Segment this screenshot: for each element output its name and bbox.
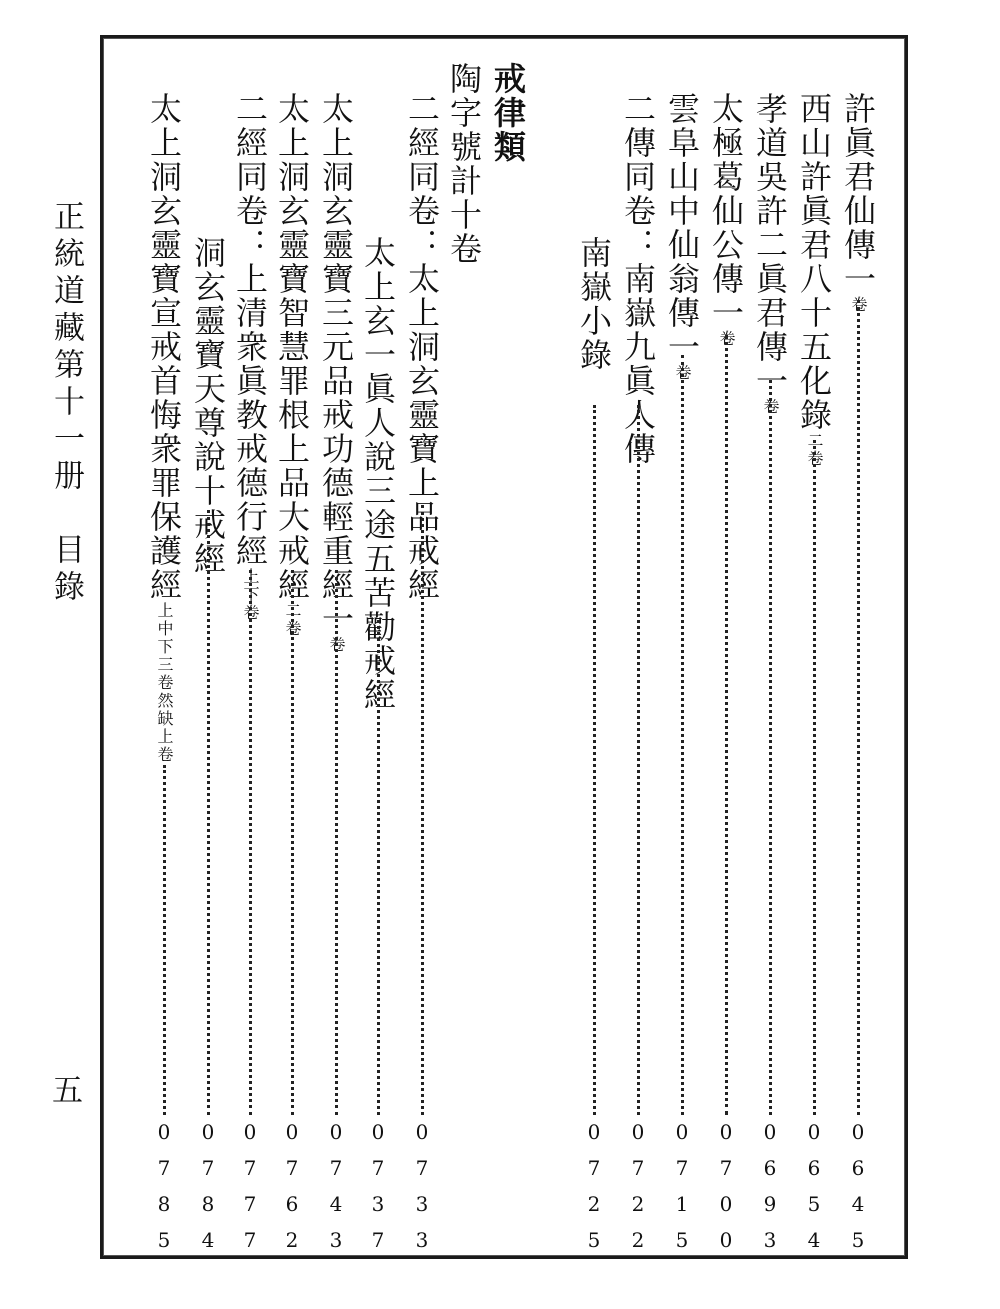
margin-header-title: 正統道藏第十一册 目錄 (48, 200, 84, 607)
entry-note: 二卷 (283, 602, 302, 638)
entry-title: 南嶽小錄 (575, 236, 613, 372)
entry-page: 0715 (670, 1120, 694, 1264)
entry-note: 上下卷 (241, 568, 260, 622)
entry-title: 孝道吳許二眞君傳一 (751, 92, 789, 398)
entry-title: 二經同卷：上清衆眞教戒德行經 (231, 92, 269, 568)
entry-page: 0700 (714, 1120, 738, 1264)
entry-title: 西山許眞君八十五化錄 (795, 92, 833, 432)
leader-dots (637, 405, 640, 1115)
leader-dots (207, 510, 210, 1115)
leader-dots (249, 570, 252, 1115)
entry-page: 0743 (324, 1120, 348, 1264)
entry-title: 太上洞玄靈寶智慧罪根上品大戒經 (273, 92, 311, 602)
entry-page: 0777 (238, 1120, 262, 1264)
entry-page: 0645 (846, 1120, 870, 1264)
entry-page: 0737 (366, 1120, 390, 1264)
leader-dots (769, 380, 772, 1115)
entry-title: 許眞君仙傳一 (839, 92, 877, 296)
entry-note: 卷 (761, 398, 780, 416)
entry-title: 太上洞玄靈寶三元品戒功德輕重經一 (317, 92, 355, 636)
entry-page: 0762 (280, 1120, 304, 1264)
entry-title: 二傳同卷：南嶽九眞人傳 (619, 92, 657, 466)
margin-page-number: 五 (52, 1073, 83, 1109)
entry-title: 太極葛仙公傳一 (707, 92, 745, 330)
entry-title: 太上玄一眞人說三途五苦勸戒經 (359, 236, 397, 712)
leader-dots (813, 440, 816, 1115)
leader-dots (377, 620, 380, 1115)
leader-dots (335, 570, 338, 1115)
entry-note: 上中下三卷然缺上卷 (155, 602, 174, 764)
entry-note: 卷 (849, 296, 868, 314)
leader-dots (681, 355, 684, 1115)
leader-dots (857, 300, 860, 1115)
entry-note: 卷 (673, 364, 692, 382)
leader-dots (593, 405, 596, 1115)
leader-dots (421, 505, 424, 1115)
entry-page: 0722 (626, 1120, 650, 1264)
leader-dots (725, 335, 728, 1115)
entry-page: 0654 (802, 1120, 826, 1264)
entry-note: 卷 (327, 636, 346, 654)
entry-page: 0693 (758, 1120, 782, 1264)
leader-dots (163, 765, 166, 1115)
entry-note: 二卷 (805, 432, 824, 468)
entry-page: 0784 (196, 1120, 220, 1264)
entry-title: 雲阜山中仙翁傳一 (663, 92, 701, 364)
entry-title: 二經同卷：太上洞玄靈寶上品戒經 (403, 92, 441, 602)
section-count: 陶字號計十卷 (445, 62, 483, 266)
entry-title: 洞玄靈寶天尊說十戒經 (189, 236, 227, 576)
entry-note: 卷 (717, 330, 736, 348)
entry-page: 0725 (582, 1120, 606, 1264)
leader-dots (291, 570, 294, 1115)
entry-page: 0785 (152, 1120, 176, 1264)
entry-page: 0733 (410, 1120, 434, 1264)
section-title: 戒律類 (489, 62, 527, 164)
entry-title: 太上洞玄靈寶宣戒首悔衆罪保護經 (145, 92, 183, 602)
